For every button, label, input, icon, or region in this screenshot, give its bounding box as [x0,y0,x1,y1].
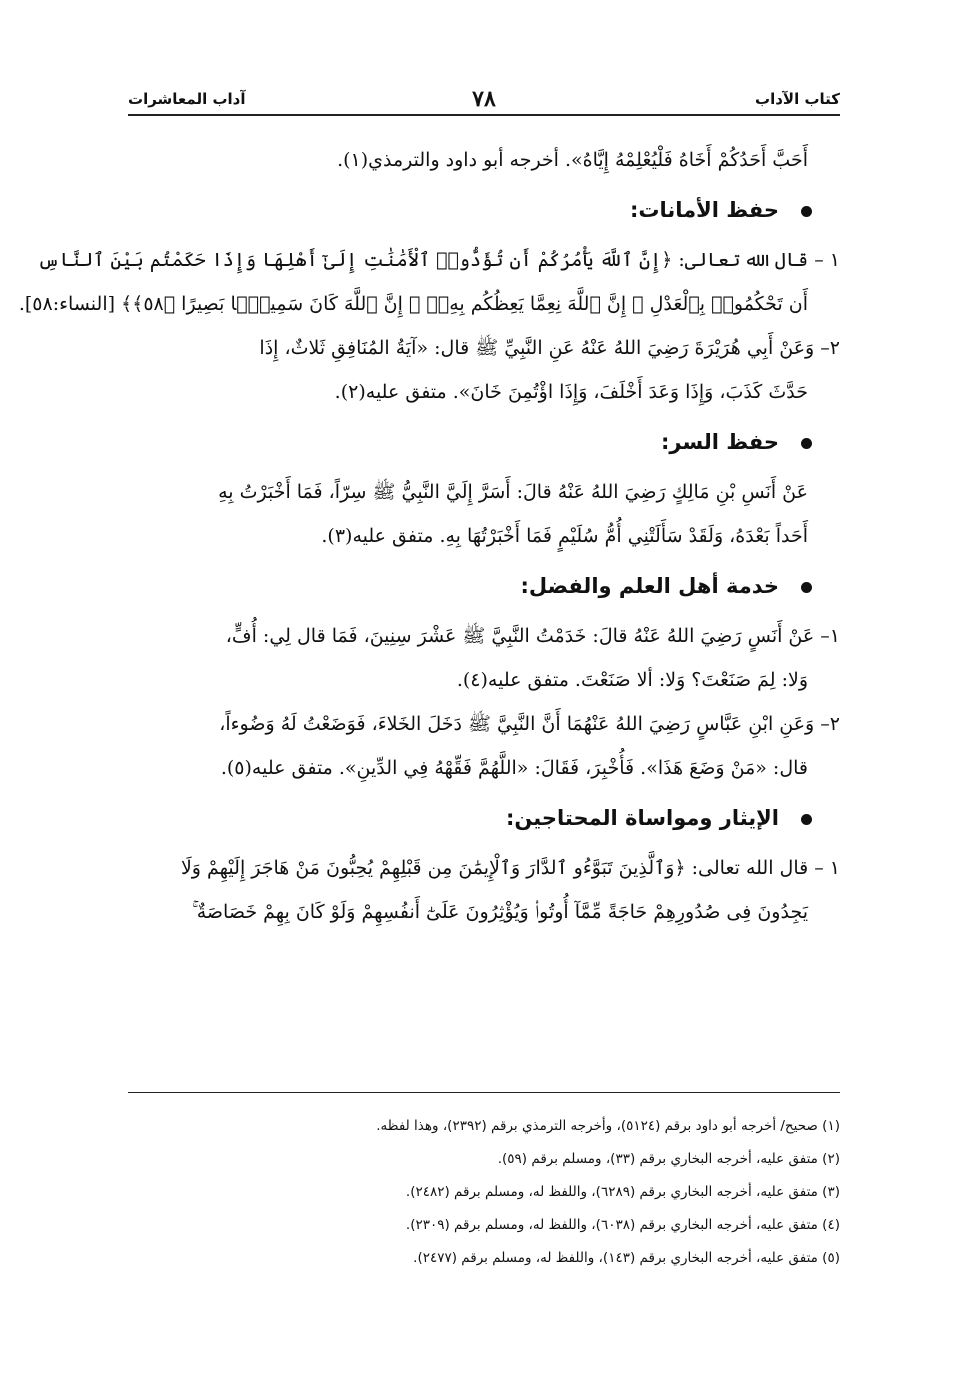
footnote: (٤) متفق عليه، أخرجه البخاري برقم (٦٠٣٨)، واللفظ له، ومسلم برقم (٢٣٠٩). [405,1217,840,1233]
heading-label: حفظ الأمانات: [629,198,779,222]
footnote: (٢) متفق عليه، أخرجه البخاري برقم (٣٣)، ومسلم برقم (٥٩). [497,1151,840,1167]
text-line: وَلا: لِمَ صَنَعْتَ؟ وَلا: ألا صَنَعْتَ. متفق عليه(٤). [456,669,808,691]
book-page [18,0,840,1382]
text-line: ١– عَنْ أَنَسٍ رَضِيَ اللهُ عَنْهُ قالَ: خَدَمْتُ النَّبِيَّ ﷺ عَشْرَ سِنِينَ، فَمَا قال لِي: أُفٍّ، [225,625,840,647]
heading-label: الإيثار ومواساة المحتاجين: [506,806,779,830]
page-body [18,138,840,934]
section-heading-sirr [128,414,840,470]
header-divider [128,114,840,116]
page-number: ٧٨ [472,86,496,112]
section-heading-ithar [128,790,840,846]
footnote: (١) صحيح/ أخرجه أبو داود برقم (٥١٢٤)، وأخرجه الترمذي برقم (٢٣٩٢)، وهذا لفظه. [376,1118,840,1134]
book-title: كتاب الآداب [755,90,840,108]
section-heading-khidma [128,558,840,614]
text-line: عَنْ أَنَسِ بْنِ مَالِكٍ رَضِيَ اللهُ عَنْهُ قالَ: أَسَرَّ إِلَيَّ النَّبِيُّ ﷺ سِرّاً، فَمَا أَخْبَرْتُ بِهِ [218,481,808,503]
text-line: أَحَداً بَعْدَهُ، وَلَقَدْ سَأَلَتْنِي أُمُّ سُلَيْمٍ فَمَا أَخْبَرْتُهَا بِهِ. متفق عليه(٣). [321,525,808,547]
text-line: حَدَّثَ كَذَبَ، وَإِذَا وَعَدَ أَخْلَفَ، وَإِذَا اؤْتُمِنَ خَانَ». متفق عليه(٢). [334,381,808,403]
text-line: أَحَبَّ أَحَدُكُمْ أَخَاهُ فَلْيُعْلِمْهُ إِيَّاهُ». أخرجه أبو داود والترمذي(١). [337,149,808,171]
text-line: ٢– وَعَنْ أَبِي هُرَيْرَةَ رَضِيَ اللهُ عَنْهُ عَنِ النَّبِيِّ ﷺ قال: «آيَةُ المُنَافِقِ ثَلاثٌ، إِذَا [259,337,840,359]
section-heading-amanat [128,182,840,238]
text-line: ١ – قال الله تعالى: ﴿وَٱلَّذِينَ تَبَوَّءُو ٱلدَّارَ وَٱلْإِيمَٰنَ مِن قَبْلِهِمْ يُحِبُّونَ مَنْ هَاجَرَ إِلَيْهِمْ وَلَا [180,857,840,879]
text-line: ٢– وَعَنِ ابْنِ عَبَّاسٍ رَضِيَ اللهُ عَنْهُمَا أَنَّ النَّبِيَّ ﷺ دَخَلَ الخَلاءَ، فَوَضَعْتُ لَهُ وَضُوءاً، [219,713,840,735]
footnote: (٣) متفق عليه، أخرجه البخاري برقم (٦٢٨٩)، واللفظ له، ومسلم برقم (٢٤٨٢). [405,1184,840,1200]
text-line: أَن تَحْكُمُوا۟ بِٱلْعَدْلِ ۚ إِنَّ ٱللَّهَ نِعِمَّا يَعِظُكُم بِهِۦٓ ۗ إِنَّ ٱللَّهَ كَانَ سَمِيعًۢا بَصِيرًا ﴿٥٨﴾﴾ [النساء:٥٨]. [18,293,808,315]
chapter-title: آداب المعاشرات [128,90,246,108]
footnote: (٥) متفق عليه، أخرجه البخاري برقم (١٤٣)، واللفظ له، ومسلم برقم (٢٤٧٧). [413,1250,840,1266]
bullet-icon [801,438,812,449]
bullet-icon [801,206,812,217]
footnote-divider [128,1092,840,1093]
bullet-icon [801,814,812,825]
text-line: قال: «مَنْ وَضَعَ هَذَا». فَأُخْبِرَ، فَقَالَ: «اللَّهُمَّ فَقِّهْهُ فِي الدِّينِ». متفق عليه(٥). [220,757,808,779]
bullet-icon [801,582,812,593]
text-line: ١ – قال الله تعالى: ﴿إِنَّ ٱللَّهَ يَأْمُرُكُمْ أَن تُؤَدُّوا۟ ٱلْأَمَٰنَٰتِ إِلَىٰٓ أَهْلِهَا وَإِذَا حَكَمْتُم بَيْنَ ٱلنَّاسِ [37,249,840,271]
footnotes [128,1110,842,1275]
heading-label: خدمة أهل العلم والفضل: [520,574,779,598]
text-line: يَجِدُونَ فِى صُدُورِهِمْ حَاجَةً مِّمَّآ أُوتُوا۟ وَيُؤْثِرُونَ عَلَىٰٓ أَنفُسِهِمْ وَلَوْ كَانَ بِهِمْ خَصَاصَةٌ ۚ [191,901,808,923]
heading-label: حفظ السر: [661,430,779,454]
